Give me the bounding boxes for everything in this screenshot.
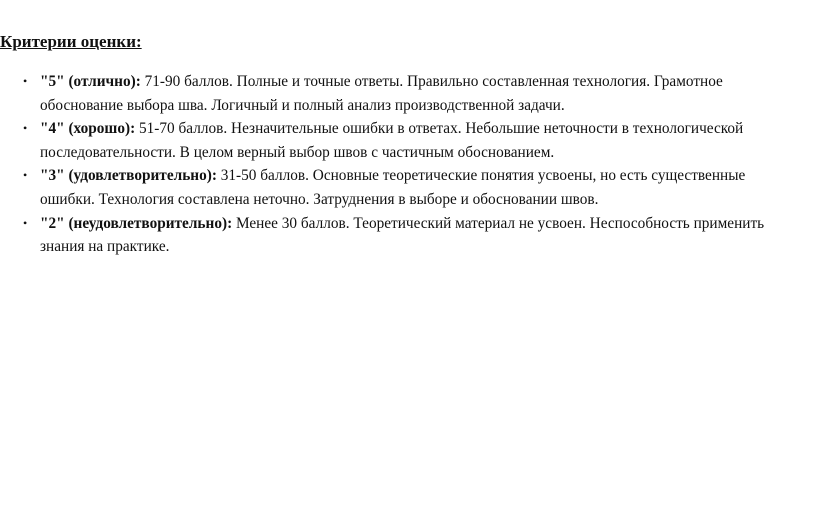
grade-label: "3" (удовлетворительно): <box>40 167 217 185</box>
bullet-icon: • <box>23 168 28 183</box>
criteria-item-grade-4 <box>23 117 780 164</box>
grade-description: 51-70 баллов. Незначительные ошибки в ответах. Небольшие неточности в технологической последовательности. В целом верный выбор швов с частичным обоснованием. <box>40 120 744 161</box>
grade-description: 31-50 баллов. Основные теоретические понятия усвоены, но есть существенные ошибки. Технология составлена неточно. Затруднения в выборе и обосновании швов. <box>40 167 746 208</box>
criteria-item-grade-2 <box>23 212 780 259</box>
grade-description: Менее 30 баллов. Теоретический материал не усвоен. Неспособность применить знания на практике. <box>40 214 765 256</box>
criteria-heading: Критерии оценки: <box>0 32 142 51</box>
grade-description: 71-90 баллов. Полные и точные ответы. Правильно составленная технология. Грамотное обоснование выбора шва. Логичный и полный анализ производственной задачи. <box>40 73 723 114</box>
grade-label: "5" (отлично): <box>40 73 141 90</box>
bullet-icon: • <box>23 215 28 230</box>
grade-label: "2" (неудовлетворительно): <box>40 214 233 232</box>
criteria-list <box>23 70 780 259</box>
criteria-item-grade-5 <box>23 70 780 117</box>
grade-label: "4" (хорошо): <box>40 120 136 138</box>
criteria-item-grade-3 <box>23 164 780 211</box>
bullet-icon: • <box>23 74 28 88</box>
bullet-icon: • <box>23 121 28 136</box>
